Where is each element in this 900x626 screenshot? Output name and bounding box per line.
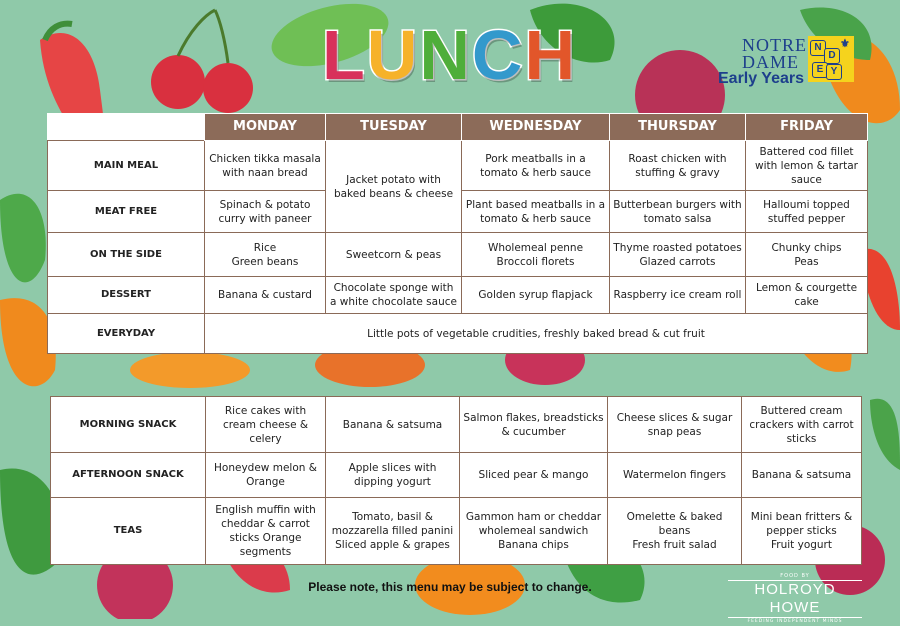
day-header: WEDNESDAY [462,114,610,141]
logo-line-notre: NOTRE [742,35,807,55]
menu-line: Mini bean fritters & pepper sticks [750,511,853,537]
badge-letter: N [810,40,826,56]
table-row [51,397,862,453]
menu-cell [205,233,326,277]
logo-line-dame: DAME [742,52,799,72]
day-header-row [48,114,868,141]
notre-dame-logo [718,36,858,92]
menu-cell [742,498,862,565]
row-label: DESSERT [48,277,205,314]
brand-tagline-top: FOOD BY [780,573,810,579]
badge-letter: E [812,62,828,78]
logo-line-early-years: Early Years [718,70,805,87]
row-label: EVERYDAY [48,314,205,354]
row-label: AFTERNOON SNACK [51,453,206,498]
menu-cell: Apple slices with dipping yogurt [326,453,460,498]
row-label: ON THE SIDE [48,233,205,277]
disclaimer-note: Please note, this menu may be subject to change. [308,580,592,594]
snack-menu-table [50,396,862,565]
table-row [51,498,862,565]
day-header: FRIDAY [746,114,868,141]
day-header: MONDAY [205,114,326,141]
day-header: TUESDAY [326,114,462,141]
menu-cell: Pork meatballs in a tomato & herb sauce [462,141,610,191]
menu-line: Wholemeal penne [487,241,584,254]
menu-line: Glazed carrots [639,255,716,268]
menu-cell: Banana & satsuma [326,397,460,453]
menu-cell [746,233,868,277]
menu-line: Omelette & baked beans [626,511,723,537]
menu-line: Fresh fruit salad [632,539,717,551]
row-label: MAIN MEAL [48,141,205,191]
menu-cell [326,498,460,565]
menu-cell [460,498,608,565]
menu-cell [610,233,746,277]
menu-line: Green beans [231,255,299,268]
menu-cell: Spinach & potato curry with paneer [205,191,326,233]
menu-cell: Cheese slices & sugar snap peas [608,397,742,453]
menu-cell: Butterbean burgers with tomato salsa [610,191,746,233]
brand-name: HOLROYD HOWE [728,580,862,618]
menu-cell: Raspberry ice cream roll [610,277,746,314]
badge-letter: D [824,48,840,64]
menu-cell: Jacket potato with baked beans & cheese [326,141,462,233]
menu-line: Broccoli florets [496,255,575,268]
menu-cell: Banana & satsuma [742,453,862,498]
brand-tagline-bottom: FEEDING INDEPENDENT MINDS [747,619,843,624]
header-blank [48,114,205,141]
lunch-menu-table [47,113,868,354]
menu-cell: Halloumi topped stuffed pepper [746,191,868,233]
table-row [48,314,868,354]
cherry-icon [203,63,253,113]
logo-badge [808,36,854,82]
menu-cell: Golden syrup flapjack [462,277,610,314]
table-row [48,141,868,191]
menu-line: Peas [794,255,819,268]
menu-cell: Lemon & courgette cake [746,277,868,314]
holroyd-howe-logo [728,572,862,624]
menu-cell: Salmon flakes, breadsticks & cucumber [460,397,608,453]
cherry-icon [151,55,205,109]
title-letter: N [419,16,472,94]
row-label: MORNING SNACK [51,397,206,453]
menu-cell [608,498,742,565]
menu-line: Tomato, basil & mozzarella filled panini [331,511,454,537]
menu-line: Gammon ham or cheddar wholemeal sandwich [465,511,602,537]
table-row [48,233,868,277]
menu-cell: Battered cod fillet with lemon & tartar sauce [746,141,868,191]
lunch-title [322,16,578,94]
row-label: MEAT FREE [48,191,205,233]
menu-line: Sliced apple & grapes [335,539,450,551]
title-letter: H [524,16,578,94]
menu-cell: Sliced pear & mango [460,453,608,498]
title-letter: C [471,16,525,94]
table-row [51,453,862,498]
menu-line: Rice [253,241,277,254]
menu-cell: Chicken tikka masala with naan bread [205,141,326,191]
menu-cell: English muffin with cheddar & carrot sticks Orange segments [206,498,326,565]
menu-line: Chunky chips [771,241,842,254]
menu-cell: Watermelon fingers [608,453,742,498]
title-letter: L [322,16,367,94]
menu-line: Thyme roasted potatoes [613,241,742,254]
menu-line: Fruit yogurt [770,539,832,551]
menu-cell: Honeydew melon & Orange [206,453,326,498]
title-letter: U [366,16,420,94]
badge-letter: Y [826,64,842,80]
menu-cell: Sweetcorn & peas [326,233,462,277]
menu-cell [462,233,610,277]
menu-cell: Roast chicken with stuffing & gravy [610,141,746,191]
menu-cell: Chocolate sponge with a white chocolate sauce [326,277,462,314]
menu-cell: Little pots of vegetable crudities, freshly baked bread & cut fruit [205,314,868,354]
menu-cell: Buttered cream crackers with carrot sticks [742,397,862,453]
table-row [48,277,868,314]
day-header: THURSDAY [610,114,746,141]
menu-cell: Plant based meatballs in a tomato & herb sauce [462,191,610,233]
logo-crest-icon: ⚜ [840,38,850,50]
menu-cell: Banana & custard [205,277,326,314]
menu-cell: Rice cakes with cream cheese & celery [206,397,326,453]
menu-line: Banana chips [498,539,569,551]
row-label: TEAS [51,498,206,565]
